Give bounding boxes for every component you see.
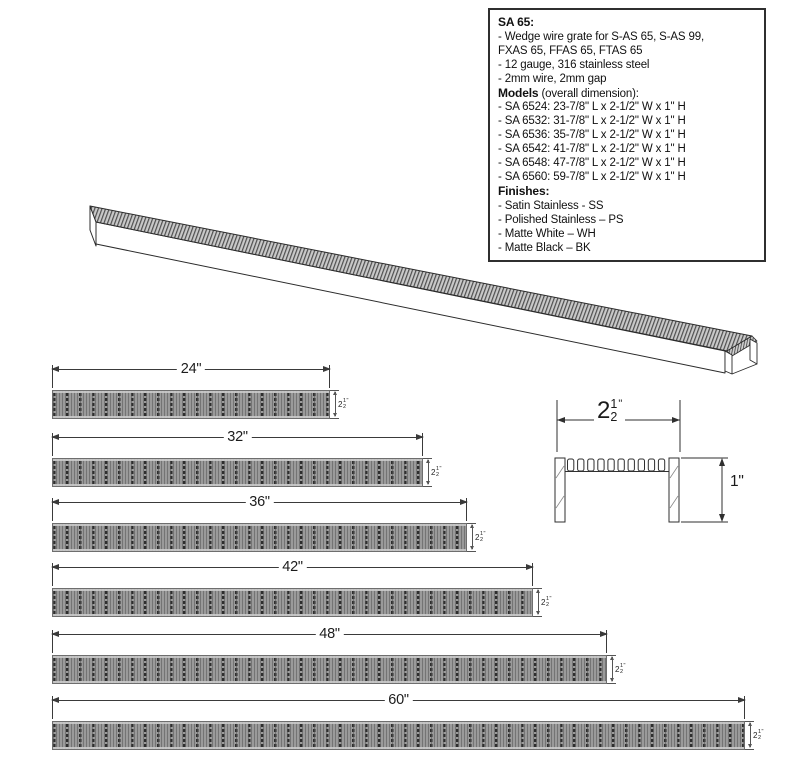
grate-top-view-24: [52, 390, 330, 419]
section-wire-bumps: [568, 459, 665, 471]
spec-text: (overall dimension):: [538, 87, 639, 100]
dim-label-36: 36": [245, 494, 273, 511]
width-dim-line: [750, 723, 751, 747]
section-right-wall: [669, 458, 679, 522]
spec-text: - Satin Stainless - SS: [498, 199, 604, 212]
grate-top-view-36: [52, 523, 467, 552]
spec-text: - SA 6524: 23-7/8" L x 2-1/2" W x 1" H: [498, 101, 686, 114]
width-whole: 2: [431, 467, 436, 477]
width-unit: ": [761, 729, 764, 735]
dim-arrow-right: [460, 499, 468, 505]
spec-text: - Matte Black – BK: [498, 241, 591, 254]
width-unit: ": [618, 398, 623, 410]
spec-text: Models: [498, 85, 539, 100]
width-dim-tick: [330, 418, 339, 419]
spec-line: [498, 73, 756, 87]
spec-text: - 12 gauge, 316 stainless steel: [498, 58, 650, 71]
width-whole: 2: [753, 730, 758, 740]
width-whole: 2: [597, 397, 610, 425]
width-dim-label-60: [753, 730, 763, 742]
width-fraction: 1 2: [610, 397, 618, 425]
dim-arrow-left: [51, 499, 59, 505]
width-unit: ": [483, 531, 486, 537]
dim-arrow-left: [51, 434, 59, 440]
width-whole: 2: [615, 664, 620, 674]
width-dim-line: [428, 460, 429, 484]
dim-line-36: [52, 494, 467, 510]
width-unit: ": [623, 663, 626, 669]
width-dim-tick: [533, 616, 542, 617]
spec-text: - 2mm wire, 2mm gap: [498, 72, 607, 85]
dim-arrow-right: [600, 631, 608, 637]
spec-text: - Polished Stainless – PS: [498, 213, 624, 226]
width-unit: ": [439, 466, 442, 472]
dim-label-24: 24": [177, 361, 205, 378]
spec-text: - Matte White – WH: [498, 227, 596, 240]
dim-arrow-left: [51, 564, 59, 570]
width-denominator: 2: [435, 471, 440, 478]
spec-text: SA 65:: [498, 15, 535, 29]
width-dim-tick: [607, 683, 616, 684]
iso-right-leg: [750, 339, 757, 364]
dim-arrow-left: [51, 697, 59, 703]
dim-line-48: [52, 626, 607, 642]
dim-line-60: [52, 692, 745, 708]
width-dim-label-32: [431, 467, 441, 479]
iso-top-grate-face: [90, 206, 752, 351]
dim-arrow-right: [738, 697, 746, 703]
spec-text: Finishes:: [498, 183, 550, 198]
spec-line: [498, 171, 756, 185]
iso-front-face: [96, 222, 725, 373]
spec-line: [498, 157, 756, 171]
spec-text: - SA 6542: 41-7/8" L x 2-1/2" W x 1" H: [498, 143, 686, 156]
width-whole: 2: [541, 597, 546, 607]
iso-front-leg: [725, 351, 732, 374]
width-numerator: 1: [342, 398, 347, 404]
dim-label-48: 48": [315, 626, 343, 643]
dim-arrow-right: [526, 564, 534, 570]
dim-label-32: 32": [223, 429, 251, 446]
width-denominator: 2: [342, 403, 347, 410]
width-dim-tick: [467, 551, 476, 552]
grate-top-view-42: [52, 588, 533, 617]
dim-line-32: [52, 429, 423, 445]
spec-line: [498, 143, 756, 157]
width-dim-label-48: [615, 664, 625, 676]
spec-line: [498, 87, 756, 102]
spec-line: [498, 45, 756, 59]
width-numerator: 1: [757, 729, 762, 735]
dim-arrow-right: [416, 434, 424, 440]
dim-arrow-left: [51, 366, 59, 372]
dim-label-60: 60": [384, 692, 412, 709]
spec-text: - Wedge wire grate for S-AS 65, S-AS 99,: [498, 30, 704, 43]
spec-line: [498, 101, 756, 115]
spec-line: [498, 31, 756, 45]
width-dim-label-42: [541, 597, 551, 609]
width-dim-tick: [745, 749, 754, 750]
width-dim-label-36: [475, 532, 485, 544]
grate-top-view-60: [52, 721, 745, 750]
spec-text: - SA 6532: 31-7/8" L x 2-1/2" W x 1" H: [498, 115, 686, 128]
dim-line-42: [52, 559, 533, 575]
dim-arrow-right: [323, 366, 331, 372]
spec-text: - SA 6560: 59-7/8" L x 2-1/2" W x 1" H: [498, 170, 686, 183]
spec-line: [498, 59, 756, 73]
spec-line: [498, 129, 756, 143]
width-whole: 2: [475, 532, 480, 542]
width-dim-label-24: [338, 399, 348, 411]
width-dim-line: [335, 392, 336, 416]
dim-line-24: [52, 361, 330, 377]
width-unit: ": [549, 596, 552, 602]
width-numerator: 1: [619, 663, 624, 669]
width-denominator: 2: [479, 536, 484, 543]
cross-section-width-label: [594, 398, 625, 424]
cross-section-height-label: 1": [730, 473, 744, 490]
width-dim-line: [612, 657, 613, 681]
width-denominator: 2: [619, 668, 624, 675]
width-numerator: 1: [435, 466, 440, 472]
spec-text: - SA 6536: 35-7/8" L x 2-1/2" W x 1" H: [498, 129, 686, 142]
isometric-grate-drawing: [78, 195, 768, 385]
width-dim-tick: [423, 486, 432, 487]
width-numerator: 1: [479, 531, 484, 537]
width-whole: 2: [338, 399, 343, 409]
cross-section-drawing: [540, 390, 765, 530]
grate-top-view-48: [52, 655, 607, 684]
spec-text: - SA 6548: 47-7/8" L x 2-1/2" W x 1" H: [498, 157, 686, 170]
dim-label-42: 42": [278, 559, 306, 576]
spec-text: FXAS 65, FFAS 65, FTAS 65: [498, 44, 643, 57]
grate-top-view-32: [52, 458, 423, 487]
dim-arrow-left: [51, 631, 59, 637]
section-left-wall: [555, 458, 565, 522]
spec-line: [498, 16, 756, 31]
width-dim-line: [538, 590, 539, 614]
width-denominator: 2: [757, 734, 762, 741]
width-unit: ": [346, 398, 349, 404]
width-dim-line: [472, 525, 473, 549]
width-numerator: 1: [545, 596, 550, 602]
iso-inner-bottom-edge: [732, 364, 757, 374]
spec-line: [498, 115, 756, 129]
width-denominator: 2: [545, 601, 550, 608]
